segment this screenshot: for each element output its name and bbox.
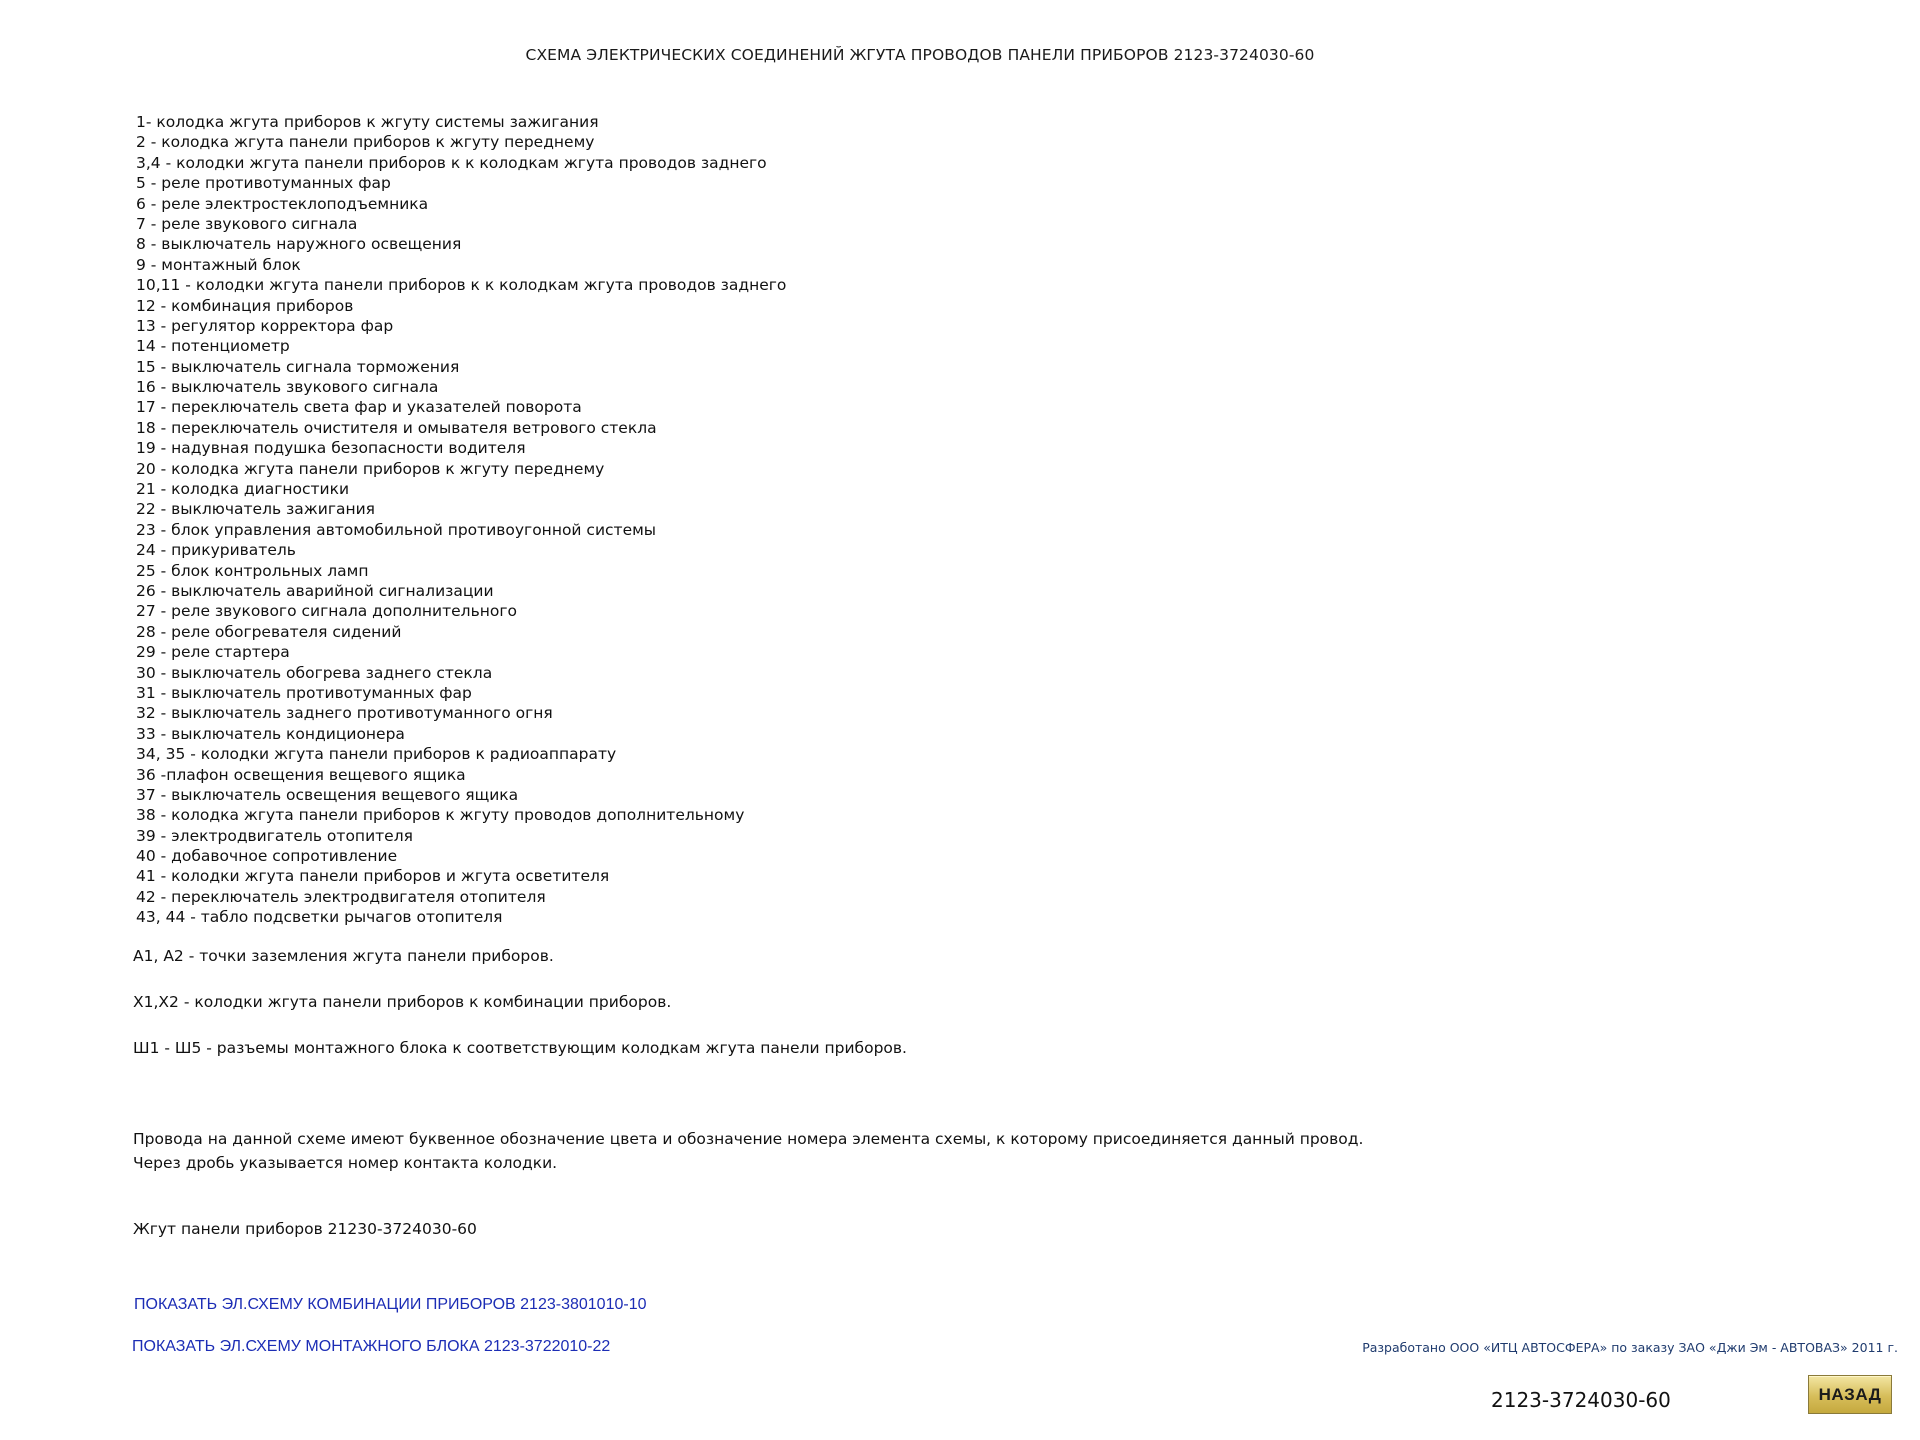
developer-credit: Разработано ООО «ИТЦ АВТОСФЕРА» по заказу ЗАО «Джи Эм - АВТОВАЗ» 2011 г. (1362, 1340, 1898, 1355)
legend-item: 15 - выключатель сигнала торможения (136, 357, 460, 376)
legend-item: 36 -плафон освещения вещевого ящика (136, 765, 466, 784)
legend-item: 12 - комбинация приборов (136, 296, 354, 315)
legend-item: 19 - надувная подушка безопасности водителя (136, 439, 526, 458)
harness-label: Жгут панели приборов 21230-3724030-60 (133, 1220, 477, 1238)
legend-item: 7 - реле звукового сигнала (136, 214, 358, 233)
ground-points-note: А1, А2 - точки заземления жгута панели приборов. (133, 947, 554, 965)
wire-designation-line: Провода на данной схеме имеют буквенное обозначение цвета и обозначение номера элемента схемы, к которому присоединяется данный провод. (133, 1130, 1364, 1148)
legend-item: 29 - реле стартера (136, 643, 290, 662)
legend-item: 43, 44 - табло подсветки рычагов отопителя (136, 908, 503, 927)
sockets-note: Ш1 - Ш5 - разъемы монтажного блока к соответствующим колодкам жгута панели приборов. (133, 1039, 907, 1057)
legend-item: 10,11 - колодки жгута панели приборов к к колодкам жгута проводов заднего (136, 276, 787, 295)
legend-item: 5 - реле противотуманных фар (136, 174, 391, 193)
legend-item: 16 - выключатель звукового сигнала (136, 378, 439, 397)
fuse-block-scheme-link[interactable]: ПОКАЗАТЬ ЭЛ.СХЕМУ МОНТАЖНОГО БЛОКА 2123-3722010-22 (132, 1338, 611, 1355)
legend-item: 23 - блок управления автомобильной противоугонной системы (136, 520, 657, 539)
legend-item: 1- колодка жгута приборов к жгуту системы зажигания (136, 113, 599, 131)
legend-item: 8 - выключатель наружного освещения (136, 235, 462, 254)
page-title: СХЕМА ЭЛЕКТРИЧЕСКИХ СОЕДИНЕНИЙ ЖГУТА ПРОВОДОВ ПАНЕЛИ ПРИБОРОВ 2123-3724030-60 (525, 46, 1315, 64)
legend-item: 21 - колодка диагностики (136, 480, 350, 499)
legend-item: 6 - реле электростеклоподъемника (136, 194, 429, 213)
legend-item: 26 - выключатель аварийной сигнализации (136, 581, 494, 600)
legend-item: 40 - добавочное сопротивление (136, 847, 398, 866)
legend-item: 42 - переключатель электродвигателя отопителя (136, 887, 546, 906)
legend-item: 13 - регулятор корректора фар (136, 316, 394, 335)
legend-item: 32 - выключатель заднего противотуманного огня (136, 704, 553, 723)
legend-item: 30 - выключатель обогрева заднего стекла (136, 663, 493, 682)
wire-designation-note (133, 1128, 1363, 1175)
legend-item: 31 - выключатель противотуманных фар (136, 683, 472, 702)
legend-item: 25 - блок контрольных ламп (136, 561, 369, 580)
legend-item: 3,4 - колодки жгута панели приборов к к колодкам жгута проводов заднего (136, 153, 767, 172)
legend-item: 20 - колодка жгута панели приборов к жгуту переднему (136, 459, 605, 478)
legend-item: 33 - выключатель кондиционера (136, 724, 405, 743)
legend-item: 18 - переключатель очистителя и омывателя ветрового стекла (136, 418, 657, 437)
instrument-cluster-scheme-link[interactable]: ПОКАЗАТЬ ЭЛ.СХЕМУ КОМБИНАЦИИ ПРИБОРОВ 2123-3801010-10 (134, 1296, 647, 1313)
legend-item: 22 - выключатель зажигания (136, 500, 376, 519)
legend-item: 34, 35 - колодки жгута панели приборов к радиоаппарату (136, 745, 617, 764)
back-button[interactable]: НАЗАД (1808, 1375, 1892, 1414)
legend-item: 9 - монтажный блок (136, 255, 301, 274)
legend-item: 27 - реле звукового сигнала дополнительного (136, 602, 517, 621)
document-code: 2123-3724030-60 (1491, 1388, 1671, 1412)
legend-item: 39 - электродвигатель отопителя (136, 826, 413, 845)
legend-item: 37 - выключатель освещения вещевого ящика (136, 785, 519, 804)
contact-number-line: Через дробь указывается номер контакта колодки. (133, 1153, 558, 1172)
legend-item: 14 - потенциометр (136, 337, 290, 356)
legend-item: 41 - колодки жгута панели приборов и жгута осветителя (136, 867, 610, 886)
legend-item: 24 - прикуриватель (136, 541, 296, 560)
connectors-note: Х1,Х2 - колодки жгута панели приборов к комбинации приборов. (133, 993, 672, 1011)
legend-item: 28 - реле обогревателя сидений (136, 622, 402, 641)
legend-list (136, 112, 786, 928)
legend-item: 17 - переключатель света фар и указателей поворота (136, 398, 582, 417)
legend-item: 38 - колодка жгута панели приборов к жгуту проводов дополнительному (136, 806, 745, 825)
legend-item: 2 - колодка жгута панели приборов к жгуту переднему (136, 133, 595, 152)
